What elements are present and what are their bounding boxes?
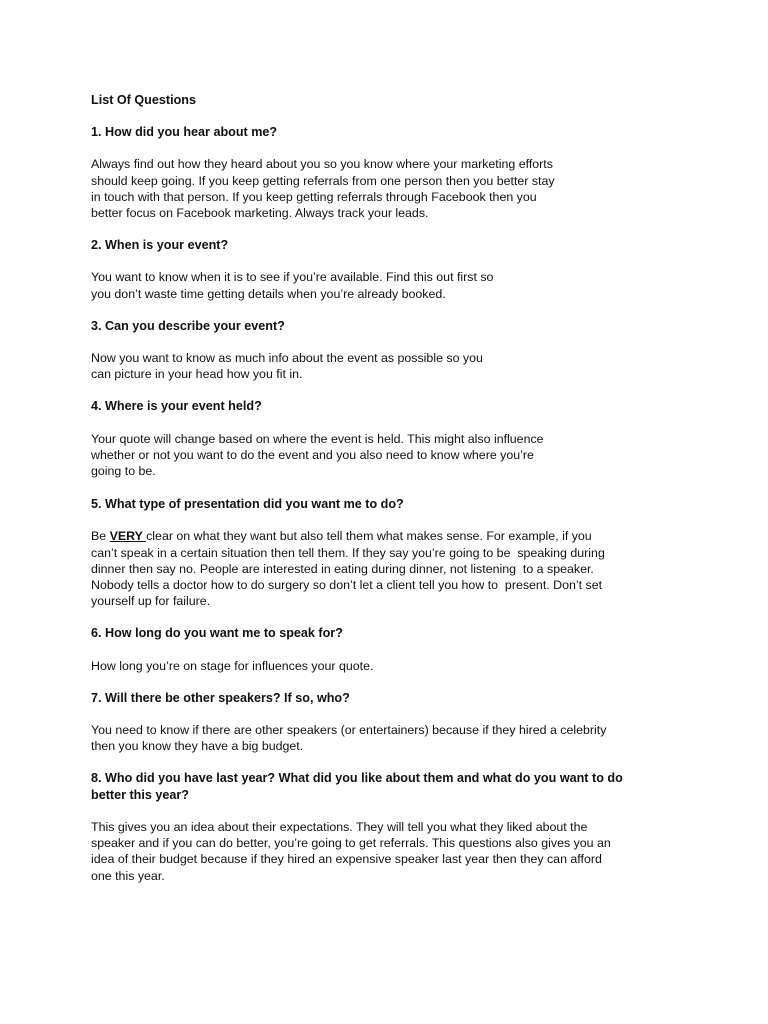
question-heading-8 xyxy=(91,770,691,802)
question-heading-6: 6. How long do you want me to speak for? xyxy=(91,626,343,641)
body-line: You want to know when it is to see if you’re available. Find this out first so xyxy=(91,270,494,285)
document-title: List Of Questions xyxy=(91,93,196,107)
question-section-4 xyxy=(91,398,691,479)
question-heading-3: 3. Can you describe your event? xyxy=(91,318,285,333)
body-line: whether or not you want to do the event and you also need to know where you’re xyxy=(91,447,534,462)
question-body-4 xyxy=(91,431,691,480)
question-section-5 xyxy=(91,496,691,609)
question-body-2 xyxy=(91,269,691,301)
body-line: can picture in your head how you fit in. xyxy=(91,367,303,382)
question-heading-2: 2. When is your event? xyxy=(91,238,229,253)
body-line: Always find out how they heard about you so you know where your marketing efforts xyxy=(91,157,553,172)
question-body-1 xyxy=(91,156,691,221)
body-line: speaker and if you can do better, you’re going to get referrals. This questions also gives you an xyxy=(91,836,611,851)
question-heading-4: 4. Where is your event held? xyxy=(91,399,262,414)
body-suffix: clear on what they want but also tell them what makes sense. For example, if you xyxy=(146,529,592,544)
question-heading-1: 1. How did you hear about me? xyxy=(91,125,278,140)
body-prefix: Be xyxy=(91,529,110,544)
body-line: idea of their budget because if they hired an expensive speaker last year then they can afford xyxy=(91,852,602,867)
question-section-8 xyxy=(91,770,691,883)
body-line: How long you’re on stage for influences your quote. xyxy=(91,658,374,673)
body-line: can’t speak in a certain situation then tell them. If they say you’re going to be speaking during xyxy=(91,545,605,560)
body-line-first xyxy=(91,528,691,544)
body-line: yourself up for failure. xyxy=(91,594,211,609)
body-line: you don’t waste time getting details when you’re already booked. xyxy=(91,286,446,301)
question-body-3 xyxy=(91,350,691,382)
body-line: Nobody tells a doctor how to do surgery so don’t let a client tell you how to present. Don’t set xyxy=(91,578,603,593)
body-line: You need to know if there are other speakers (or entertainers) because if they hired a celebrity xyxy=(91,723,607,738)
question-section-7 xyxy=(91,690,691,755)
body-line: better focus on Facebook marketing. Always track your leads. xyxy=(91,206,429,221)
emphasis-word: VERY xyxy=(109,529,147,544)
body-line: This gives you an idea about their expectations. They will tell you what they liked about the xyxy=(91,819,588,834)
body-line: one this year. xyxy=(91,868,165,883)
body-line: should keep going. If you keep getting referrals from one person then you better stay xyxy=(91,173,555,188)
body-line: going to be. xyxy=(91,464,156,479)
question-heading-5: 5. What type of presentation did you want me to do? xyxy=(91,497,404,512)
heading-line: better this year? xyxy=(91,787,189,802)
question-section-2 xyxy=(91,237,691,302)
question-body-7 xyxy=(91,722,691,754)
question-section-1 xyxy=(91,124,691,221)
question-section-3 xyxy=(91,318,691,383)
body-line: Now you want to know as much info about the event as possible so you xyxy=(91,351,483,366)
body-line: then you know they have a big budget. xyxy=(91,739,304,754)
body-line: Your quote will change based on where the event is held. This might also influence xyxy=(91,431,544,446)
question-body-5 xyxy=(91,528,691,609)
heading-line: 8. Who did you have last year? What did you like about them and what do you want to do xyxy=(91,771,623,786)
question-heading-7: 7. Will there be other speakers? If so, who? xyxy=(91,690,350,705)
document-page xyxy=(91,92,691,900)
body-line: in touch with that person. If you keep getting referrals through Facebook then you xyxy=(91,189,537,204)
body-line: dinner then say no. People are interested in eating during dinner, not listening to a speaker. xyxy=(91,561,594,576)
question-body-8 xyxy=(91,819,691,884)
question-section-6 xyxy=(91,625,691,673)
question-body-6 xyxy=(91,658,691,674)
